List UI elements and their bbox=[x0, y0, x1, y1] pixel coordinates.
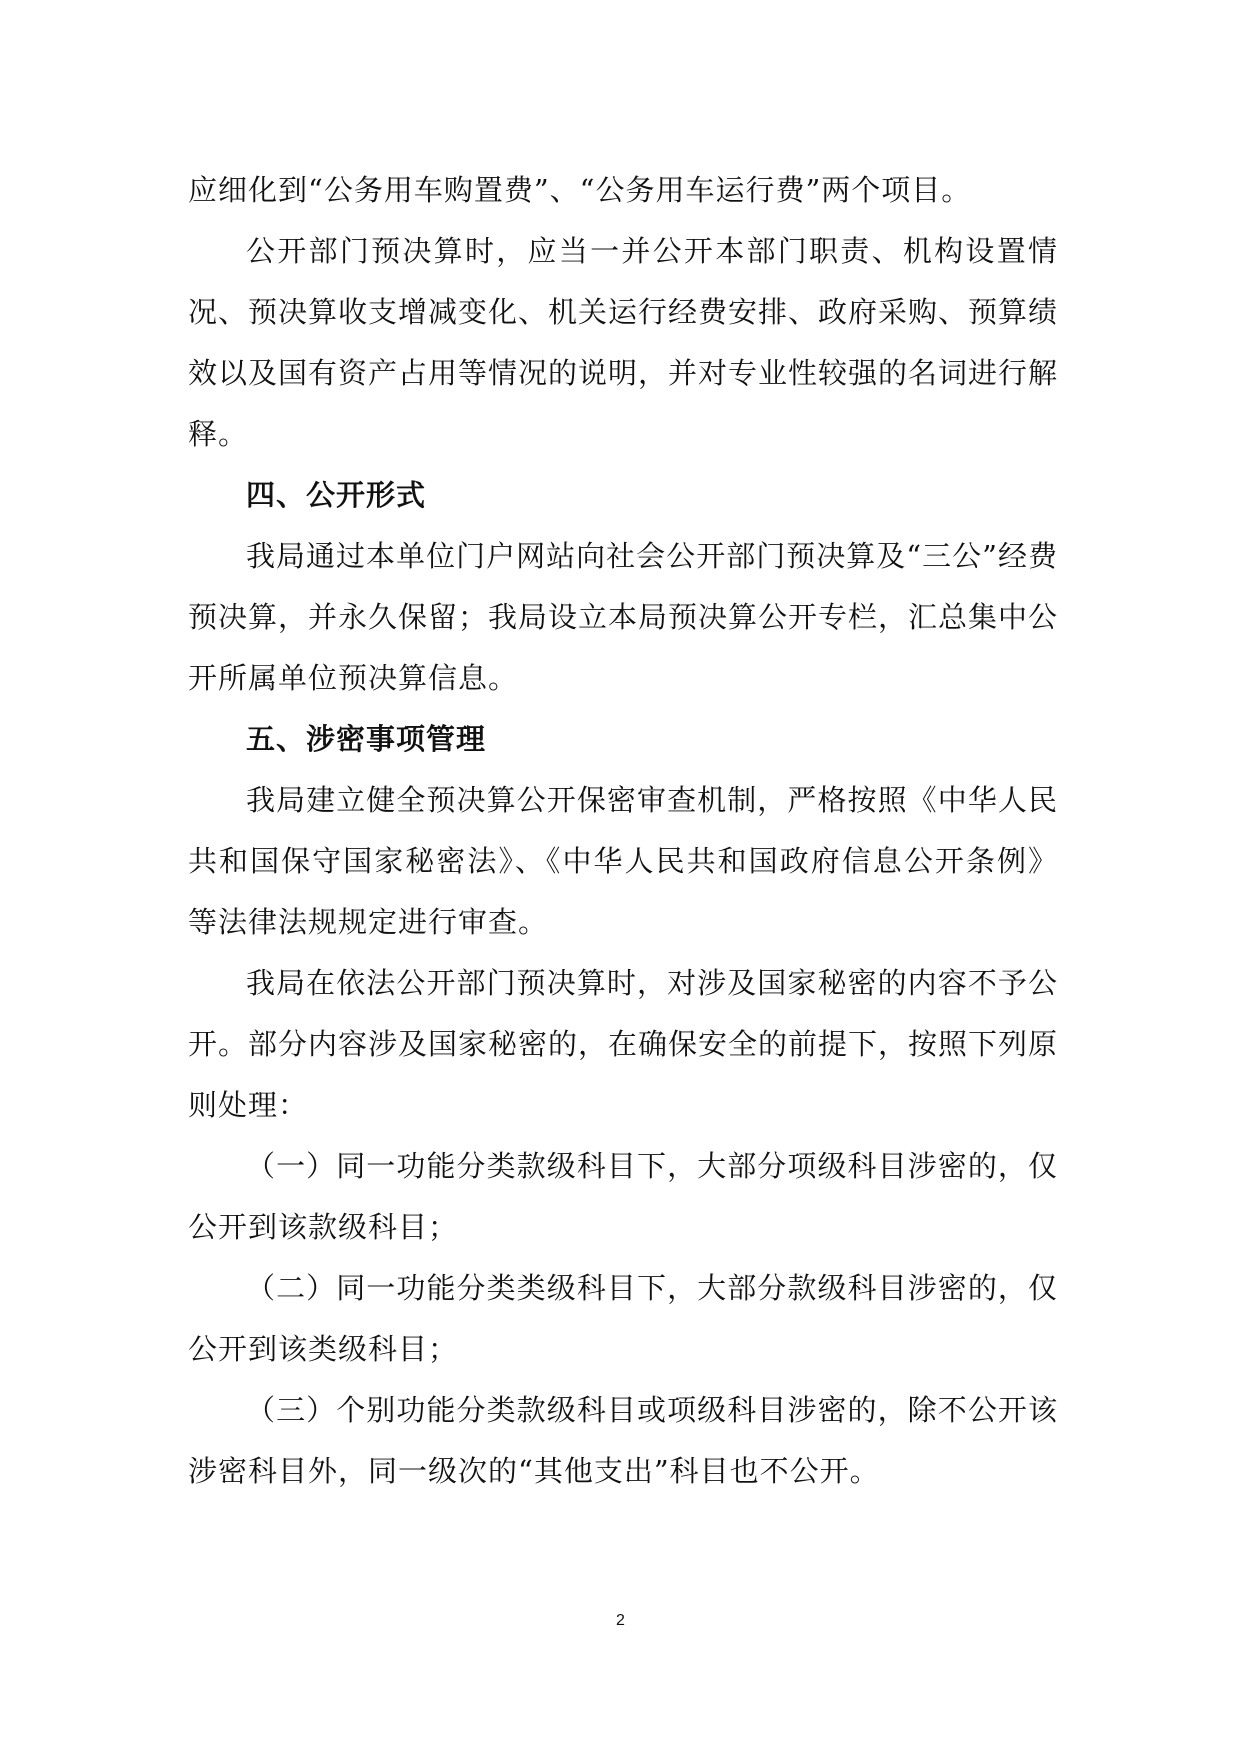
page-number: 2 bbox=[616, 1612, 625, 1629]
paragraph-continuation: 应细化到“公务用车购置费”、“公务用车运行费”两个项目。 bbox=[188, 173, 972, 207]
document-body bbox=[188, 160, 1058, 1502]
section-heading-disclosure-form: 四、公开形式 bbox=[246, 478, 427, 512]
paragraph-classified-principles: 我局在依法公开部门预决算时，对涉及国家秘密的内容不予公开。部分内容涉及国家秘密的，在确保安全的前提下，按照下列原则处理： bbox=[188, 966, 1059, 1122]
paragraph-secrecy-review: 我局建立健全预决算公开保密审查机制，严格按照《中华人民共和国保守国家秘密法》、《中华人民共和国政府信息公开条例》等法律法规规定进行审查。 bbox=[188, 783, 1058, 939]
paragraph-disclosure-form: 我局通过本单位门户网站向社会公开部门预决算及“三公”经费预决算，并永久保留；我局设立本局预决算公开专栏，汇总集中公开所属单位预决算信息。 bbox=[188, 539, 1059, 695]
list-item-principle-2: （二）同一功能分类类级科目下，大部分款级科目涉密的，仅公开到该类级科目； bbox=[188, 1271, 1058, 1366]
section-heading-classified-matters: 五、涉密事项管理 bbox=[246, 722, 487, 756]
list-item-principle-1: （一）同一功能分类款级科目下，大部分项级科目涉密的，仅公开到该款级科目； bbox=[188, 1149, 1058, 1244]
list-item-principle-3: （三）个别功能分类款级科目或项级科目涉密的，除不公开该涉密科目外，同一级次的“其他支出”科目也不公开。 bbox=[188, 1393, 1058, 1488]
paragraph-disclosure-scope: 公开部门预决算时，应当一并公开本部门职责、机构设置情况、预决算收支增减变化、机关运行经费安排、政府采购、预算绩效以及国有资产占用等情况的说明，并对专业性较强的名词进行解释。 bbox=[188, 234, 1059, 451]
